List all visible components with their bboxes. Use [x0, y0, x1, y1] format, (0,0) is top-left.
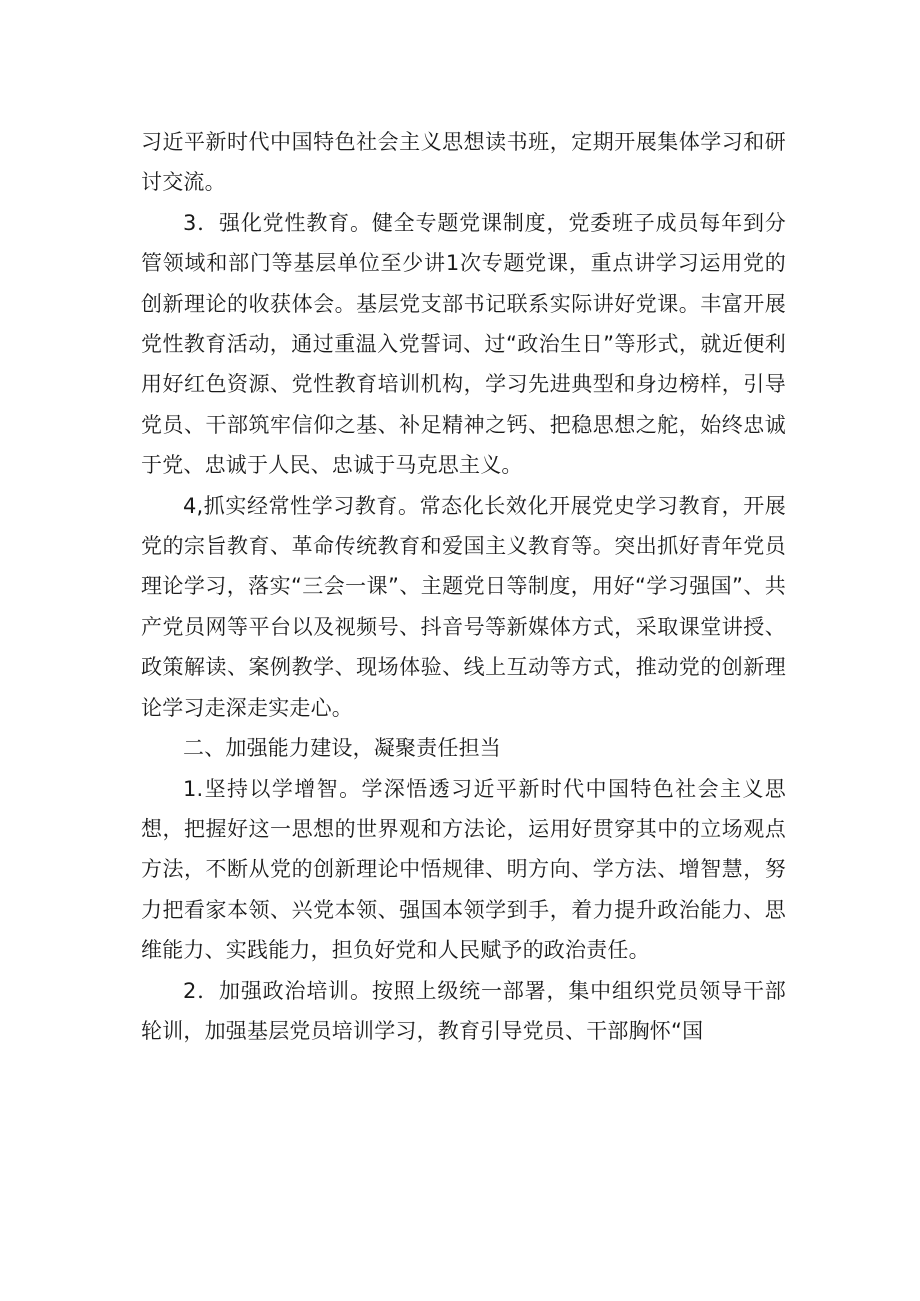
paragraph-party-spirit-education: 3．强化党性教育。健全专题党课制度，党委班子成员每年到分管领域和部门等基层单位至少讲1次专题党课，重点讲学习运用党的创新理论的收获体会。基层党支部书记联系实际讲好党课。丰富开展党性教育活动，通过重温入党誓词、过“政治生日”等形式，就近便利用好红色资源、党性教育培训机构，学习先进典型和身边榜样，引导党员、干部筑牢信仰之基、补足精神之钙、把稳思想之舵，始终忠诚于党、忠诚于人民、忠诚于马克思主义。: [141, 210, 786, 478]
document-body: [141, 122, 786, 1051]
paragraph-regular-study-education: 4,抓实经常性学习教育。常态化长效化开展党史学习教育，开展党的宗旨教育、革命传统教育和爱国主义教育等。突出抓好青年党员理论学习，落实“三会一课”、主题党日等制度，用好“学习强国”、共产党员网等平台以及视频号、抖音号等新媒体方式，采取课堂讲授、政策解读、案例教学、现场体验、线上互动等方式，推动党的创新理论学习走深走实走心。: [141, 493, 786, 720]
paragraph-continuation: 习近平新时代中国特色社会主义思想读书班，定期开展集体学习和研讨交流。: [141, 130, 786, 195]
section-heading: 二、加强能力建设，凝聚责任担当: [183, 736, 501, 761]
paragraph-learning-wisdom: 1.坚持以学增智。学深悟透习近平新时代中国特色社会主义思想，把握好这一思想的世界观和方法论，运用好贯穿其中的立场观点方法，不断从党的创新理论中悟规律、明方向、学方法、增智慧，努力把看家本领、兴党本领、强国本领学到手，着力提升政治能力、思维能力、实践能力，担负好党和人民赋予的政治责任。: [141, 776, 786, 963]
paragraph-political-training: 2．加强政治培训。按照上级统一部署，集中组织党员领导干部轮训，加强基层党员培训学习，教育引导党员、干部胸怀“国: [141, 978, 786, 1043]
